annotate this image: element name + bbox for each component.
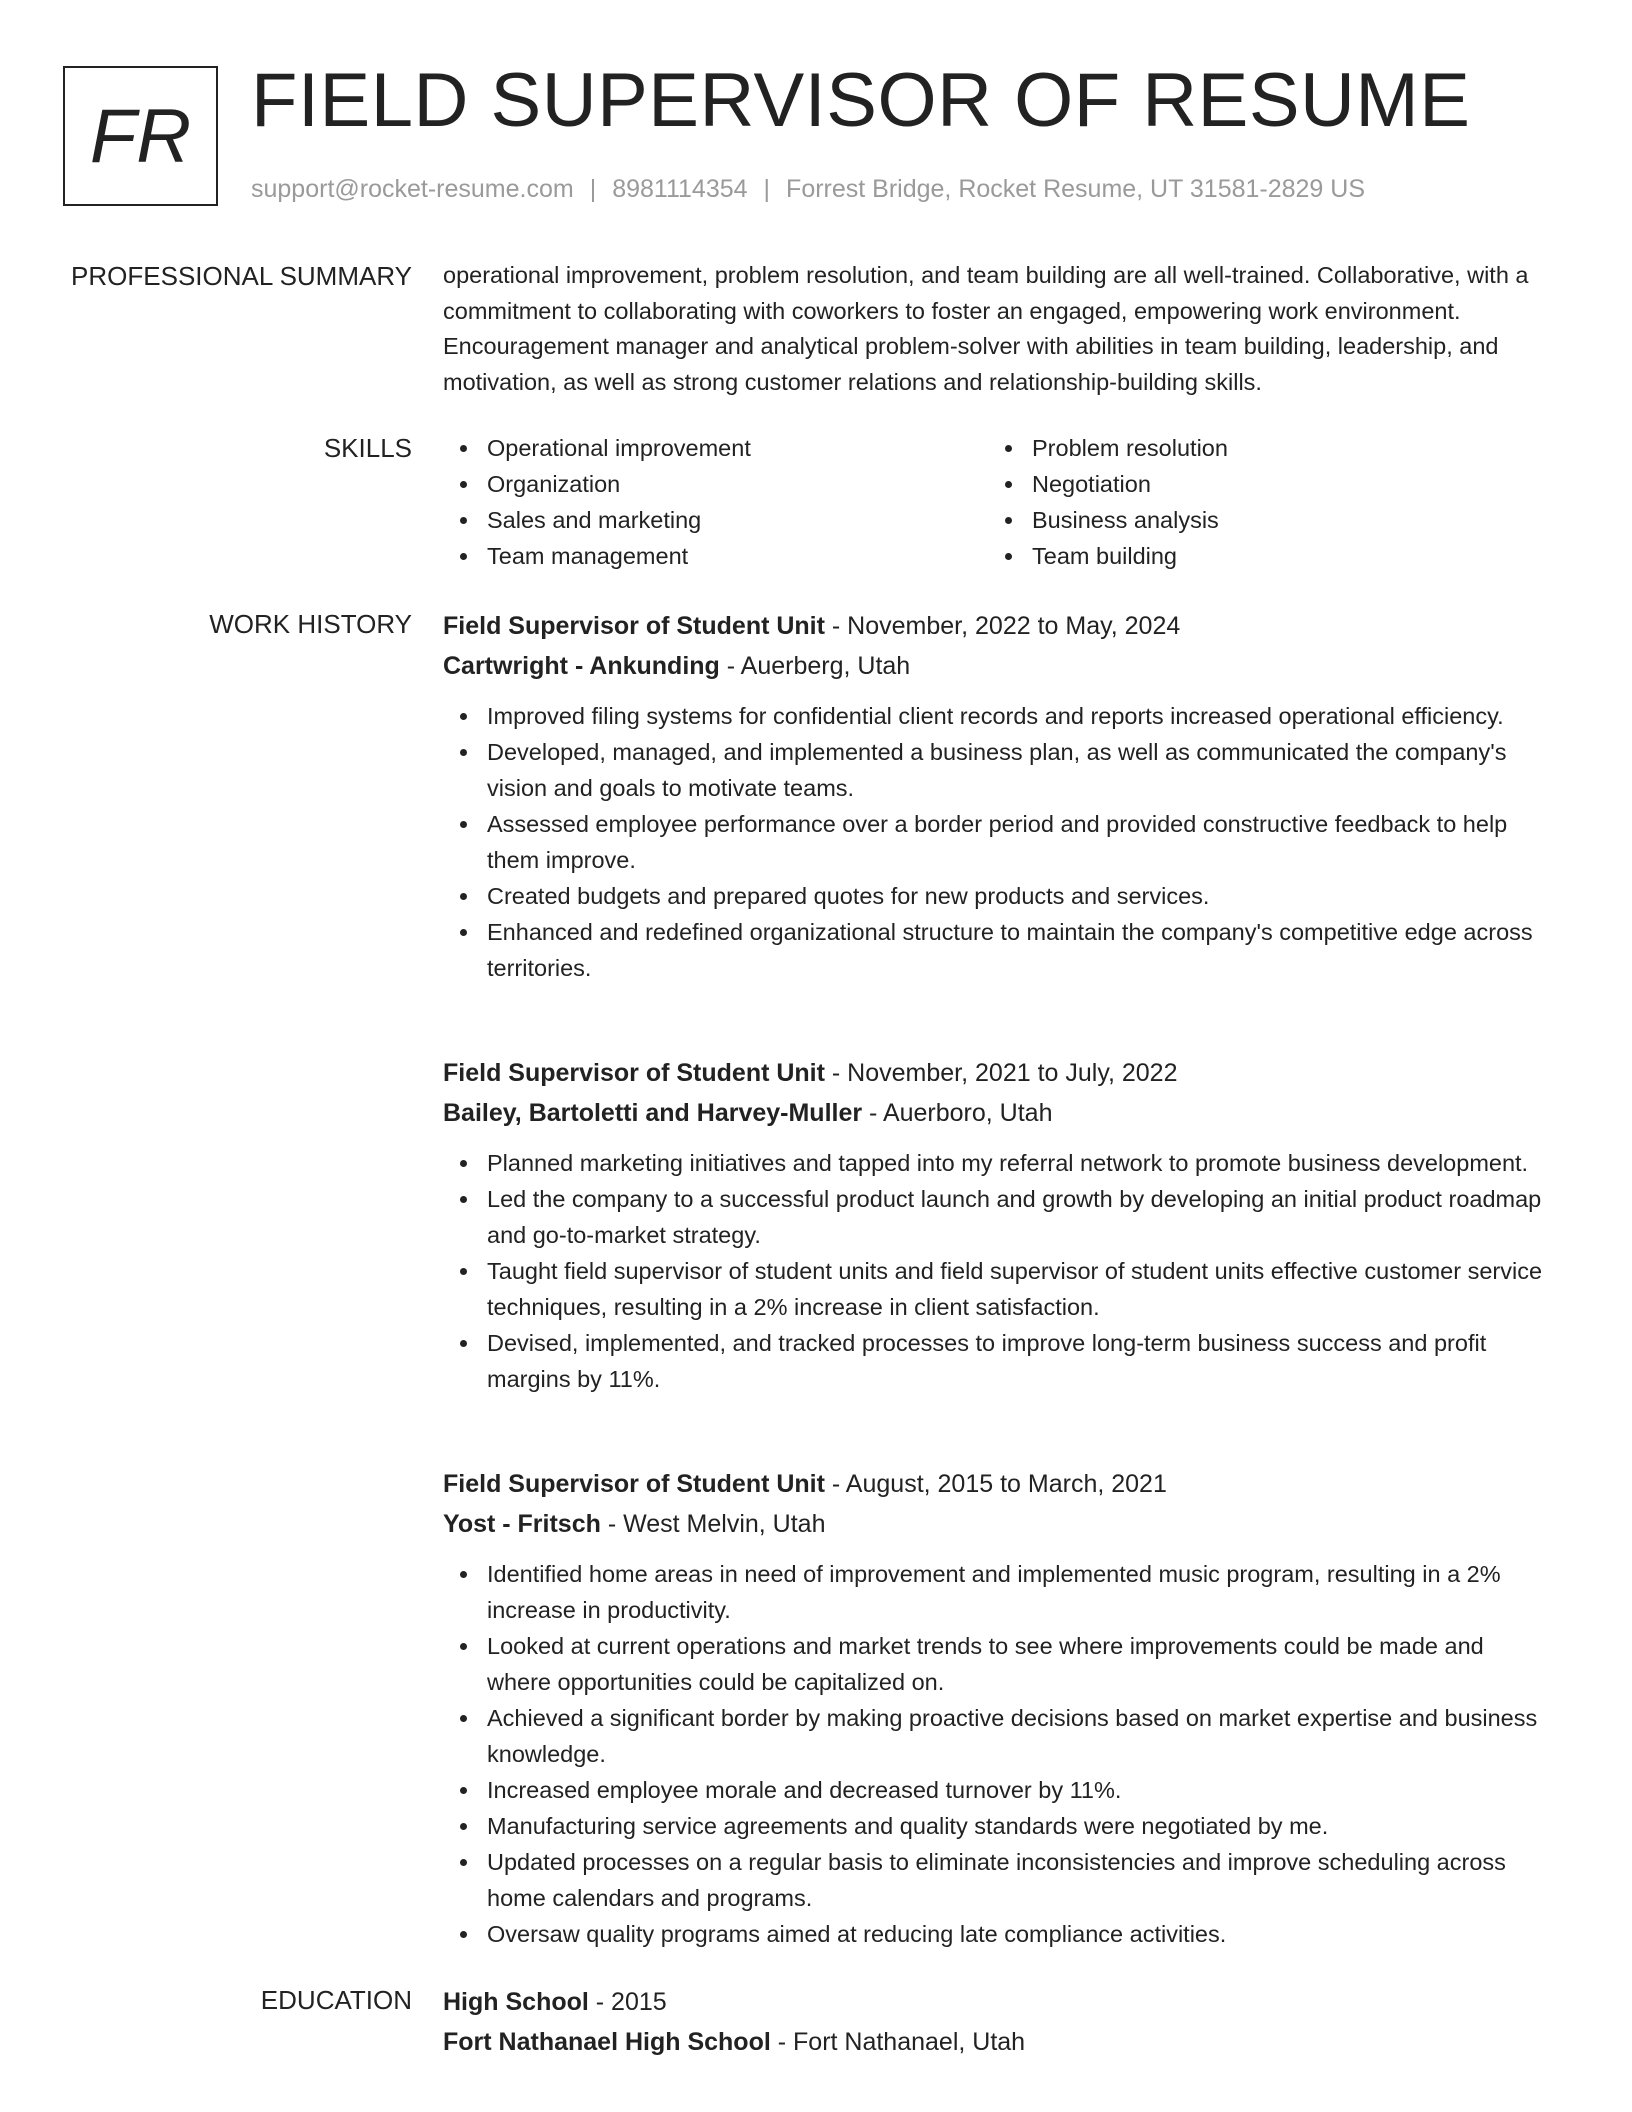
education-heading: EDUCATION — [260, 1985, 412, 2015]
job-bullet: Planned marketing initiatives and tapped into my referral network to promote business development. — [443, 1145, 1553, 1181]
skill-item: Business analysis — [988, 502, 1533, 538]
job-title: Field Supervisor of Student Unit — [443, 1059, 825, 1087]
job-entry — [443, 606, 1553, 986]
job-bullet: Led the company to a successful product launch and growth by developing an initial product roadmap and go-to-market strategy. — [443, 1181, 1553, 1253]
work-history-heading: WORK HISTORY — [209, 609, 412, 639]
resume-name: FIELD SUPERVISOR OF RESUME — [251, 58, 1471, 143]
education-body — [443, 1982, 1553, 2062]
job-bullet: Created budgets and prepared quotes for new products and services. — [443, 878, 1553, 914]
skills-body — [443, 430, 1553, 574]
job-company-line — [443, 646, 1553, 686]
skill-item: Organization — [443, 466, 988, 502]
job-dates: - November, 2021 to July, 2022 — [824, 1059, 1178, 1087]
job-bullet: Enhanced and redefined organizational structure to maintain the company's competitive edge across territories. — [443, 914, 1553, 986]
skill-item: Problem resolution — [988, 430, 1533, 466]
education-school: Fort Nathanael High School — [443, 2028, 771, 2056]
skills-heading: SKILLS — [323, 433, 412, 463]
education-degree: High School — [443, 1988, 589, 2016]
job-bullet: Devised, implemented, and tracked processes to improve long-term business success and profit margins by 11%. — [443, 1325, 1553, 1397]
job-location: - Auerboro, Utah — [862, 1099, 1053, 1127]
job-title-line — [443, 1053, 1553, 1093]
education-year: - 2015 — [588, 1988, 667, 2016]
job-company: Bailey, Bartoletti and Harvey-Muller — [443, 1099, 863, 1127]
job-entry — [443, 1053, 1553, 1397]
job-title-line — [443, 1464, 1553, 1504]
job-bullet: Improved filing systems for confidential client records and reports increased operational efficiency. — [443, 698, 1553, 734]
job-bullet: Increased employee morale and decreased turnover by 11%. — [443, 1772, 1553, 1808]
job-bullet: Manufacturing service agreements and quality standards were negotiated by me. — [443, 1808, 1553, 1844]
job-dates: - November, 2022 to May, 2024 — [824, 612, 1181, 640]
job-bullets — [443, 1145, 1553, 1397]
summary-text: operational improvement, problem resolution, and team building are all well-trained. Collaborative, with a commitment to collaborating with coworkers to foster an engaged, empowering work environment. Encouragement manager and analytical problem-solver with abilities in team building, leadership, and motivation, as well as strong customer relations and relationship-building skills. — [443, 262, 1529, 395]
contact-address: Forrest Bridge, Rocket Resume, UT 31581-2829 US — [786, 175, 1366, 203]
monogram-badge: FR — [63, 66, 218, 206]
job-bullet: Taught field supervisor of student units and field supervisor of student units effective customer service techniques, resulting in a 2% increase in client satisfaction. — [443, 1253, 1553, 1325]
job-bullets — [443, 698, 1553, 986]
contact-email: support@rocket-resume.com — [251, 175, 574, 203]
job-bullet: Oversaw quality programs aimed at reducing late compliance activities. — [443, 1916, 1553, 1952]
education-location: - Fort Nathanael, Utah — [770, 2028, 1026, 2056]
job-bullet: Updated processes on a regular basis to eliminate inconsistencies and improve scheduling across home calendars and programs. — [443, 1844, 1553, 1916]
skills-column-left — [443, 430, 988, 574]
contact-separator: | — [763, 175, 771, 203]
job-title-line — [443, 606, 1553, 646]
skill-item: Sales and marketing — [443, 502, 988, 538]
job-title: Field Supervisor of Student Unit — [443, 1470, 825, 1498]
job-entry — [443, 1464, 1553, 1952]
job-company: Yost - Fritsch — [443, 1510, 601, 1538]
job-bullet: Developed, managed, and implemented a business plan, as well as communicated the company's vision and goals to motivate teams. — [443, 734, 1553, 806]
job-company: Cartwright - Ankunding — [443, 652, 720, 680]
job-company-line — [443, 1504, 1553, 1544]
summary-body — [443, 258, 1553, 400]
job-company-line — [443, 1093, 1553, 1133]
contact-line — [251, 174, 1365, 204]
contact-phone: 8981114354 — [612, 175, 748, 203]
job-dates: - August, 2015 to March, 2021 — [824, 1470, 1167, 1498]
education-degree-line — [443, 1982, 1553, 2022]
skill-item: Team building — [988, 538, 1533, 574]
job-title: Field Supervisor of Student Unit — [443, 612, 825, 640]
summary-heading: PROFESSIONAL SUMMARY — [71, 261, 412, 291]
skill-item: Operational improvement — [443, 430, 988, 466]
skills-column-right — [988, 430, 1533, 574]
job-bullet: Assessed employee performance over a border period and provided constructive feedback to help them improve. — [443, 806, 1553, 878]
education-school-line — [443, 2022, 1553, 2062]
job-location: - West Melvin, Utah — [600, 1510, 826, 1538]
skill-item: Team management — [443, 538, 988, 574]
job-bullet: Identified home areas in need of improvement and implemented music program, resulting in a 2% increase in productivity. — [443, 1556, 1553, 1628]
skill-item: Negotiation — [988, 466, 1533, 502]
job-location: - Auerberg, Utah — [719, 652, 911, 680]
contact-separator: | — [589, 175, 597, 203]
job-bullet: Looked at current operations and market trends to see where improvements could be made and where opportunities could be capitalized on. — [443, 1628, 1553, 1700]
job-bullet: Achieved a significant border by making proactive decisions based on market expertise and business knowledge. — [443, 1700, 1553, 1772]
job-bullets — [443, 1556, 1553, 1952]
